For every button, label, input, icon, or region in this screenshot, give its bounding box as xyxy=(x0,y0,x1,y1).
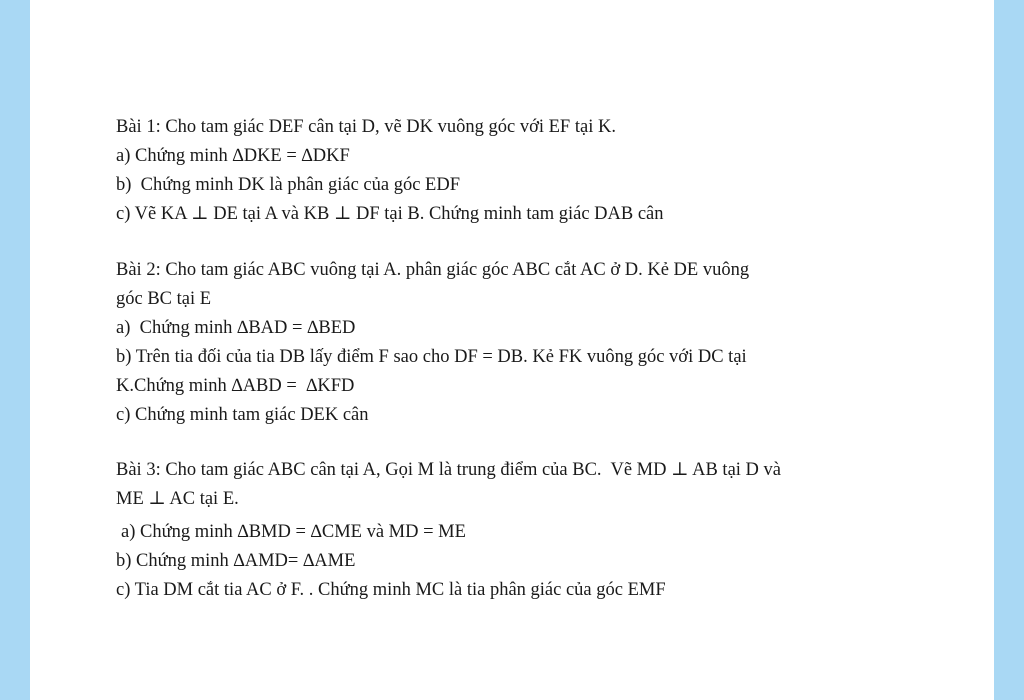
exercise-2-part-a: a) Chứng minh ∆BAD = ∆BED xyxy=(116,318,356,338)
exercise-1-part-a: a) Chứng minh ∆DKE = ∆DKF xyxy=(116,146,350,166)
exercise-1-part-c: c) Vẽ KA ⊥ DE tại A và KB ⊥ DF tại B. Chứng minh tam giác DAB cân xyxy=(116,204,664,224)
left-blue-border xyxy=(0,0,30,700)
exercise-3 xyxy=(116,456,916,605)
spacer xyxy=(116,229,916,256)
document-page xyxy=(30,0,994,700)
exercise-2-part-b-line-1: b) Trên tia đối của tia DB lấy điểm F sao cho DF = DB. Kẻ FK vuông góc với DC tại xyxy=(116,347,747,367)
exercise-3-part-c: c) Tia DM cắt tia AC ở F. . Chứng minh MC là tia phân giác của góc EMF xyxy=(116,580,666,600)
exercise-1-title: Bài 1: Cho tam giác DEF cân tại D, vẽ DK vuông góc với EF tại K. xyxy=(116,117,616,137)
exercise-3-title-line-2: ME ⊥ AC tại E. xyxy=(116,489,239,509)
exercise-1-part-b: b) Chứng minh DK là phân giác của góc EDF xyxy=(116,175,460,195)
spacer xyxy=(116,430,916,456)
exercise-2-part-b-line-2: K.Chứng minh ∆ABD = ∆KFD xyxy=(116,376,355,396)
exercise-3-title-line-1: Bài 3: Cho tam giác ABC cân tại A, Gọi M là trung điểm của BC. Vẽ MD ⊥ AB tại D và xyxy=(116,460,781,480)
exercise-2-part-c: c) Chứng minh tam giác DEK cân xyxy=(116,405,369,425)
exercise-2-title-line-1: Bài 2: Cho tam giác ABC vuông tại A. phân giác góc ABC cắt AC ở D. Kẻ DE vuông xyxy=(116,260,750,280)
exercise-1 xyxy=(116,113,916,229)
exercise-3-part-a: a) Chứng minh ∆BMD = ∆CME và MD = ME xyxy=(121,522,466,542)
right-blue-border xyxy=(994,0,1024,700)
exercise-2 xyxy=(116,256,916,430)
exercise-3-part-b: b) Chứng minh ∆AMD= ∆AME xyxy=(116,551,356,571)
exercise-content xyxy=(116,113,916,605)
exercise-2-title-line-2: góc BC tại E xyxy=(116,289,212,309)
